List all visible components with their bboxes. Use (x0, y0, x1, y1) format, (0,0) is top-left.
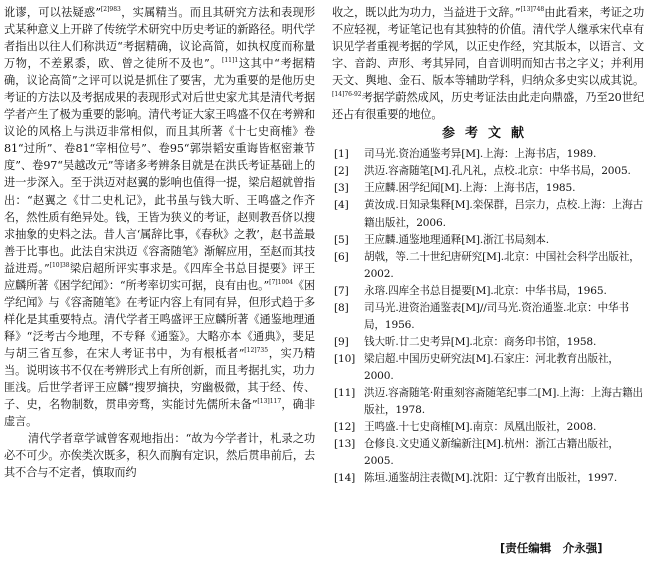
citation-marker: [14]76-92 (332, 91, 362, 99)
body-text: ，实乃精当。说明该书不仅在考辨形式上有所创新，而且考据扎实，功力匪浅。后世学者评王应麟“搜罗摘抉，穷幽极微，其于经、传、子、史，名物制数，贯串旁骛，实能讨先儒所未备” (4, 346, 316, 412)
reference-number: [9] (334, 335, 349, 348)
reference-number: [12] (334, 421, 356, 434)
body-text: ，实属精当。而且其研究方法和表现形式某种意义上开辟了传统学术研究中历史考证的新路径。明代学者指出以往人们称洪迈“考据精确，议论高简，如执权度而称量万物，不差累黍，欧、曾之徒所不及也”。 (4, 6, 315, 71)
body-paragraph-3 (332, 4, 644, 123)
left-column (4, 4, 315, 481)
reference-number: [5] (334, 233, 349, 246)
right-column (332, 4, 644, 487)
body-text: 梁启超所评实事求是。《四库全书总目提要》评王应麟所著《困学纪闻》：“所考率切实可据，良有由也。” (4, 261, 316, 292)
reference-item (332, 351, 644, 385)
reference-item (332, 249, 644, 283)
reference-number: [7] (334, 284, 349, 297)
reference-text: 王应麟.困学纪闻[M].上海：上海书店，1985. (364, 182, 576, 195)
reference-number: [6] (334, 250, 349, 263)
reference-text: 胡戟，等.二十世纪唐研究[M].北京：中国社会科学出版社，2002. (364, 250, 640, 280)
reference-item (332, 470, 644, 487)
reference-item (332, 385, 644, 419)
reference-item (332, 232, 644, 249)
body-paragraph-2 (4, 430, 315, 481)
reference-item (332, 180, 644, 197)
citation-marker: [2]983 (100, 6, 121, 13)
reference-item (332, 300, 644, 334)
reference-item (332, 146, 644, 163)
reference-number: [11] (334, 386, 356, 399)
reference-item (332, 283, 644, 300)
body-text: 这其中“考据精确，议论高简”之评可以说是抓住了要害，尤为重要的是他历史考证的方法以及考据成果的表现形式对后世史家尤其是清代考据学者产生了极为重要的影响。清代考证大家王鸣盛不仅在考辨和议论的风格上与洪迈非常相似，而且其所著《十七史商榷》卷81“过所”、卷81“宰相位号”、卷95“郭崇韬安重诲皆枢密兼节度”、卷97“吴越改元”等诸多考辨条目就是在洪氏考证基础上的进一步深入。至于洪迈对赵翼的影响也值得一提，梁启超就曾指出：“赵翼之《廿二史札记》，此书虽与钱大昕、王鸣盛之作齐名，然性质有绝异处。钱，王皆为狭义的考证，赵则教吾侪以搜求抽象的史料之法。昔人言‘属辞比事，《春秋》之教’，赵书盖最善于比事也。此法自宋洪迈《容斋随笔》渐解应用，至赵而其技益进焉。” (4, 57, 316, 275)
reference-item (332, 436, 644, 470)
reference-text: 梁启超.中国历史研究法[M].石家庄：河北教育出版社，2000. (364, 352, 619, 382)
editor-credit: [责任编辑 介永强] (500, 541, 603, 555)
reference-item (332, 334, 644, 351)
reference-text: 仓修良.文史通义新编新注[M].杭州：浙江古籍出版社，2005. (364, 438, 619, 468)
reference-item (332, 197, 644, 231)
reference-number: [4] (334, 199, 349, 212)
body-text: 讹谬，可以祛疑惑” (4, 6, 101, 19)
reference-number: [1] (334, 148, 349, 161)
body-text: 《困学纪闻》与《容斋随笔》在考证内容上有同有异，但形式趋于多样化是其重要特点。清代学者王鸣盛评王应麟所著《通鉴地理通释》“泛考古今地理，不专释《通鉴》。大略亦本《通典》，斐足与胡三省互参，在宋人考证书中，为有根柢者” (4, 278, 316, 360)
reference-text: 王鸣盛.十七史商榷[M].南京：凤凰出版社，2008. (364, 421, 597, 434)
citation-marker: [13]117 (257, 398, 282, 406)
citation-marker: [7]1004 (269, 278, 293, 286)
reference-text: 司马光.进资治通鉴表[M]//司马光.资治通鉴.北京：中华书局，1956. (364, 301, 629, 331)
citation-marker: [10]38 (49, 261, 70, 269)
body-text: ，确非虚言。 (4, 398, 315, 429)
body-text: 考据学蔚然成风，历史考证法由此走向鼎盛，乃至20世纪还占有很重要的地位。 (332, 91, 644, 122)
references-heading: 参考文献 (441, 126, 534, 142)
citation-marker: [13]748 (520, 6, 545, 13)
reference-item (332, 419, 644, 436)
reference-text: 洪迈.容斋随笔[M].孔凡礼，点校.北京：中华书局，2005. (364, 165, 631, 178)
reference-list (332, 146, 644, 487)
reference-number: [8] (334, 301, 349, 314)
reference-text: 黄汝成.日知录集释[M].栾保群，吕宗力，点校.上海：上海古籍出版社，2006. (364, 199, 643, 229)
citation-marker: [11]1 (222, 57, 239, 65)
reference-text: 钱大昕.廿二史考异[M].北京：商务印书馆，1958. (364, 335, 597, 348)
reference-number: [3] (334, 182, 349, 195)
reference-number: [2] (334, 165, 349, 178)
body-text: 由此看来，考证之功不应轻视，考证笔记也有其独特的价值。清代学人继承宋代卓有识见学者重视考据的学风，以正史作经，究其版本，以语言、文字、音韵、声形、考其异同，自音训明而知古书之字义；并利用天文、舆地、金石、版本等辅助学科，归纳众多史实以成其说。 (332, 6, 644, 88)
citation-marker: [12]735 (244, 346, 269, 354)
body-text: 清代学者章学诚曾客观地指出：“故为今学者计，札录之功必不可少。亦俟类次既多，积久而胸有定识，然后贯串前后，去其不合与不定者，慎取而约 (4, 432, 315, 480)
reference-text: 司马光.资治通鉴考异[M].上海：上海书店，1989. (364, 148, 597, 161)
reference-number: [10] (334, 352, 356, 365)
reference-text: 陈垣.通鉴胡注表微[M].沈阳：辽宁教育出版社，1997. (364, 472, 618, 485)
body-text: 收之，既以此为功力，当益进于文辞。” (332, 6, 521, 19)
body-paragraph-1 (4, 4, 315, 430)
reference-text: 王应麟.通鉴地理通释[M].浙江书局刻本. (364, 233, 549, 246)
reference-text: 永瑢.四库全书总目提要[M].北京：中华书局，1965. (364, 284, 607, 297)
reference-item (332, 163, 644, 180)
reference-number: [14] (334, 472, 356, 485)
reference-number: [13] (334, 438, 356, 451)
reference-text: 洪迈.容斋随笔·附重刻容斋随笔纪事二[M].上海：上海古籍出版社，1978. (364, 386, 643, 417)
